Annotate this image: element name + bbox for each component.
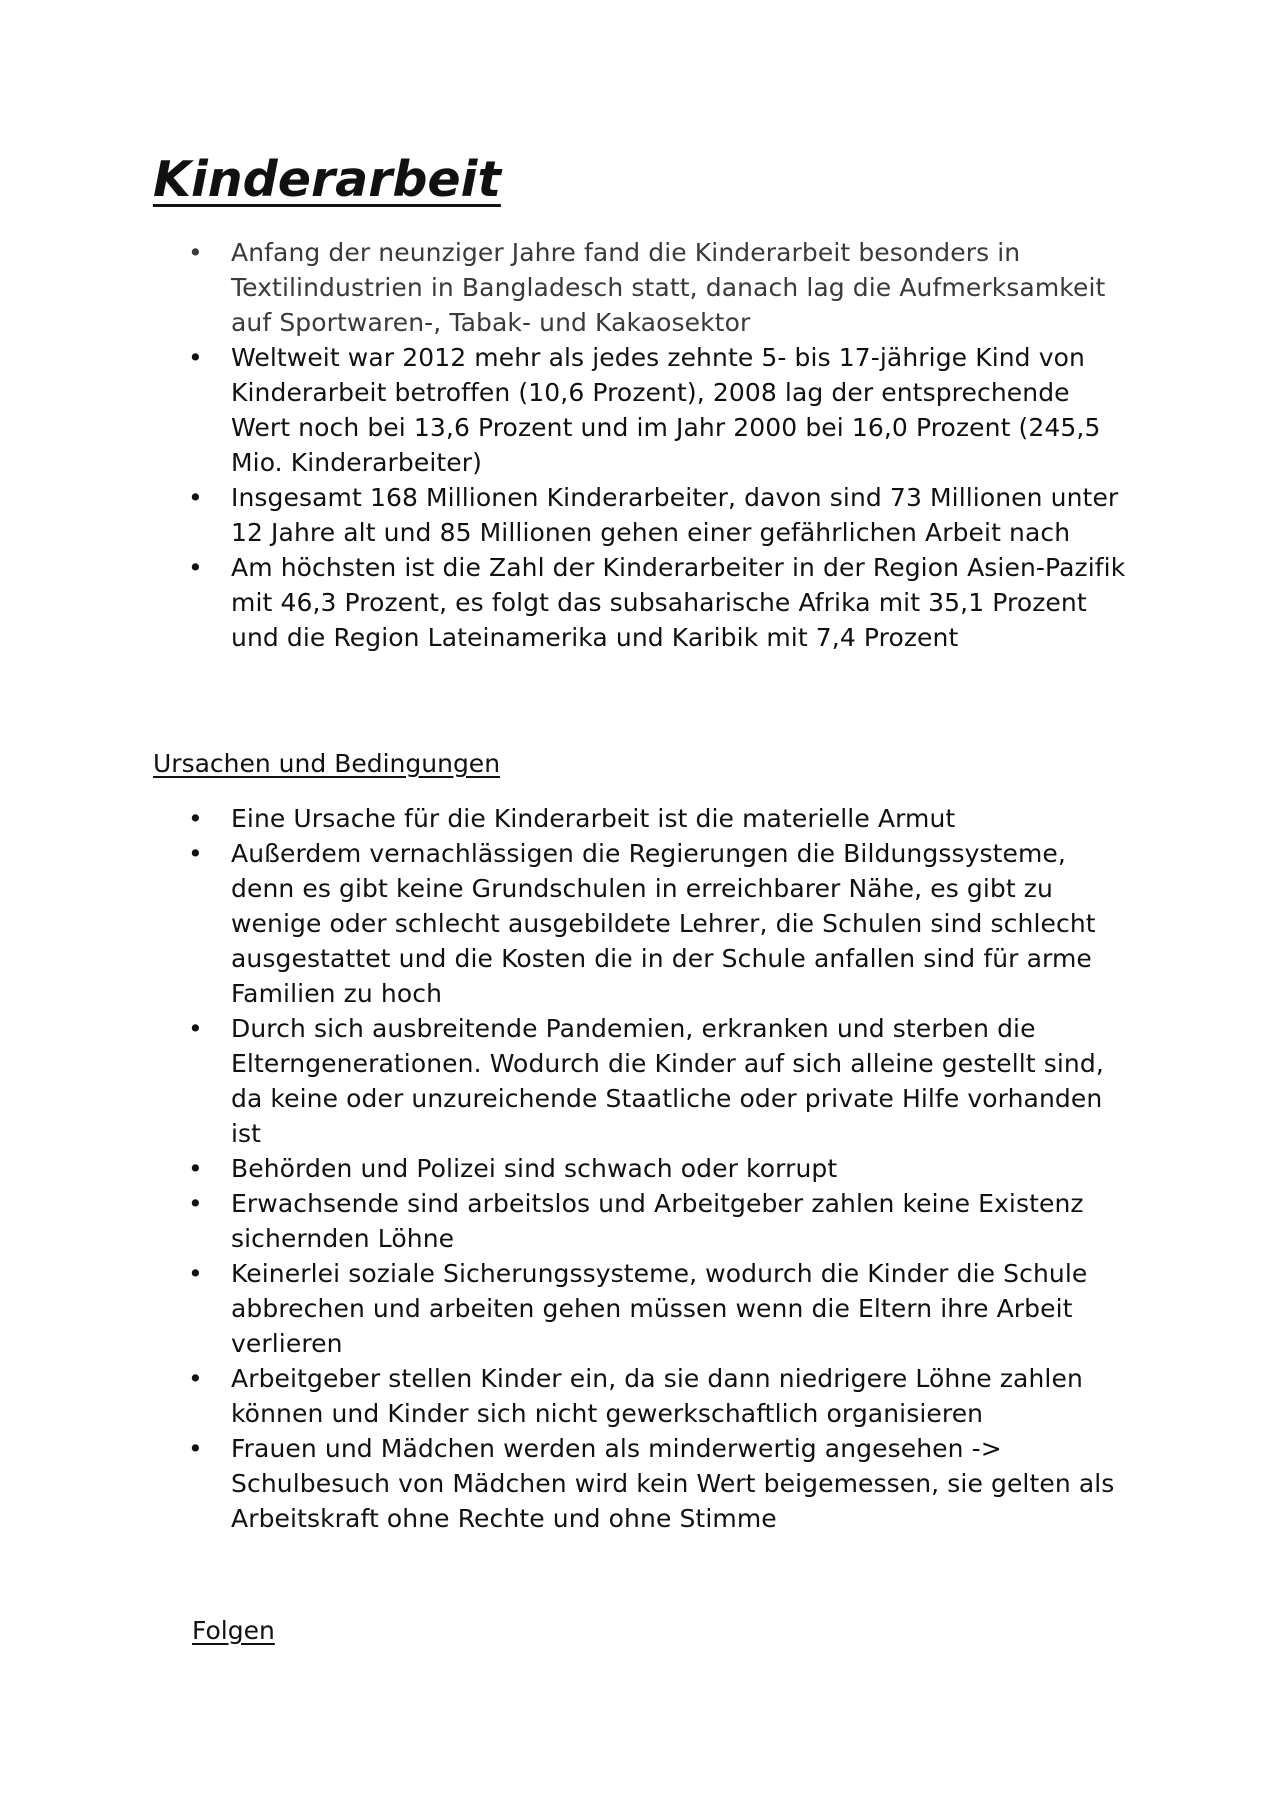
list-item-text: Arbeitgeber stellen Kinder ein, da sie dann niedrigere Löhne zahlen können und Kinder sich nicht gewerkschaftlich organisieren [231, 1364, 1083, 1428]
list-item-text: Erwachsende sind arbeitslos und Arbeitgeber zahlen keine Existenz sichernden Löhne [231, 1189, 1084, 1253]
bullet-icon: • [188, 238, 203, 267]
list-item-text: Eine Ursache für die Kinderarbeit ist die materielle Armut [231, 804, 956, 833]
list-item-text: Behörden und Polizei sind schwach oder korrupt [231, 1154, 838, 1183]
list-item-text: Durch sich ausbreitende Pandemien, erkranken und sterben die Elterngenerationen. Wodurch die Kinder auf sich alleine gestellt sind, da keine oder unzureichende Staatliche oder private Hilfe vorhanden ist [231, 1014, 1104, 1148]
list-item-text: Anfang der neunziger Jahre fand die Kinderarbeit besonders in Textilindustrien in Bangladesch statt, danach lag die Aufmerksamkeit auf Sportwaren-, Tabak- und Kakaosektor [231, 238, 1106, 337]
list-item [0, 550, 1131, 655]
intro-bullet-list [0, 235, 1280, 655]
list-item [0, 1151, 1131, 1186]
list-item [0, 836, 1131, 1011]
section-heading-folgen: Folgen [192, 1616, 275, 1645]
list-item-text: Weltweit war 2012 mehr als jedes zehnte 5- bis 17-jährige Kind von Kinderarbeit betroffen (10,6 Prozent), 2008 lag der entsprechende Wert noch bei 13,6 Prozent und im Jahr 2000 bei 16,0 Prozent (245,5 Mio. Kinderarbeiter) [231, 343, 1101, 477]
ursachen-bullet-list [0, 801, 1280, 1536]
list-item-text: Außerdem vernachlässigen die Regierungen die Bildungssysteme, denn es gibt keine Grundschulen in erreichbarer Nähe, es gibt zu wenige oder schlecht ausgebildete Lehrer, die Schulen sind schlecht ausgestattet und die Kosten die in der Schule anfallen sind für arme Familien zu hoch [231, 839, 1096, 1008]
bullet-icon: • [188, 553, 203, 582]
list-item [0, 1361, 1131, 1431]
list-item [0, 480, 1131, 550]
bullet-icon: • [188, 483, 203, 512]
list-item-text: Insgesamt 168 Millionen Kinderarbeiter, davon sind 73 Millionen unter 12 Jahre alt und 85 Millionen gehen einer gefährlichen Arbeit nach [231, 483, 1119, 547]
list-item-text: Keinerlei soziale Sicherungssysteme, wodurch die Kinder die Schule abbrechen und arbeiten gehen müssen wenn die Eltern ihre Arbeit verlieren [231, 1259, 1088, 1358]
bullet-icon: • [188, 1014, 203, 1043]
bullet-icon: • [188, 1154, 203, 1183]
list-item [0, 1256, 1131, 1361]
list-item-text: Am höchsten ist die Zahl der Kinderarbeiter in der Region Asien-Pazifik mit 46,3 Prozent, es folgt das subsaharische Afrika mit 35,1 Prozent und die Region Lateinamerika und Karibik mit 7,4 Prozent [231, 553, 1126, 652]
document-title: Kinderarbeit [153, 151, 501, 208]
bullet-icon: • [188, 1259, 203, 1288]
list-item [0, 801, 1131, 836]
list-item [0, 1011, 1131, 1151]
bullet-icon: • [188, 1189, 203, 1218]
list-item [0, 1431, 1131, 1536]
section-heading-ursachen: Ursachen und Bedingungen [153, 749, 501, 778]
bullet-icon: • [188, 1364, 203, 1393]
bullet-icon: • [188, 1434, 203, 1463]
list-item [0, 1186, 1131, 1256]
list-item-text: Frauen und Mädchen werden als minderwertig angesehen -> Schulbesuch von Mädchen wird kein Wert beigemessen, sie gelten als Arbeitskraft ohne Rechte und ohne Stimme [231, 1434, 1115, 1533]
list-item [0, 235, 1131, 340]
bullet-icon: • [188, 839, 203, 868]
bullet-icon: • [188, 343, 203, 372]
list-item [0, 340, 1131, 480]
bullet-icon: • [188, 804, 203, 833]
